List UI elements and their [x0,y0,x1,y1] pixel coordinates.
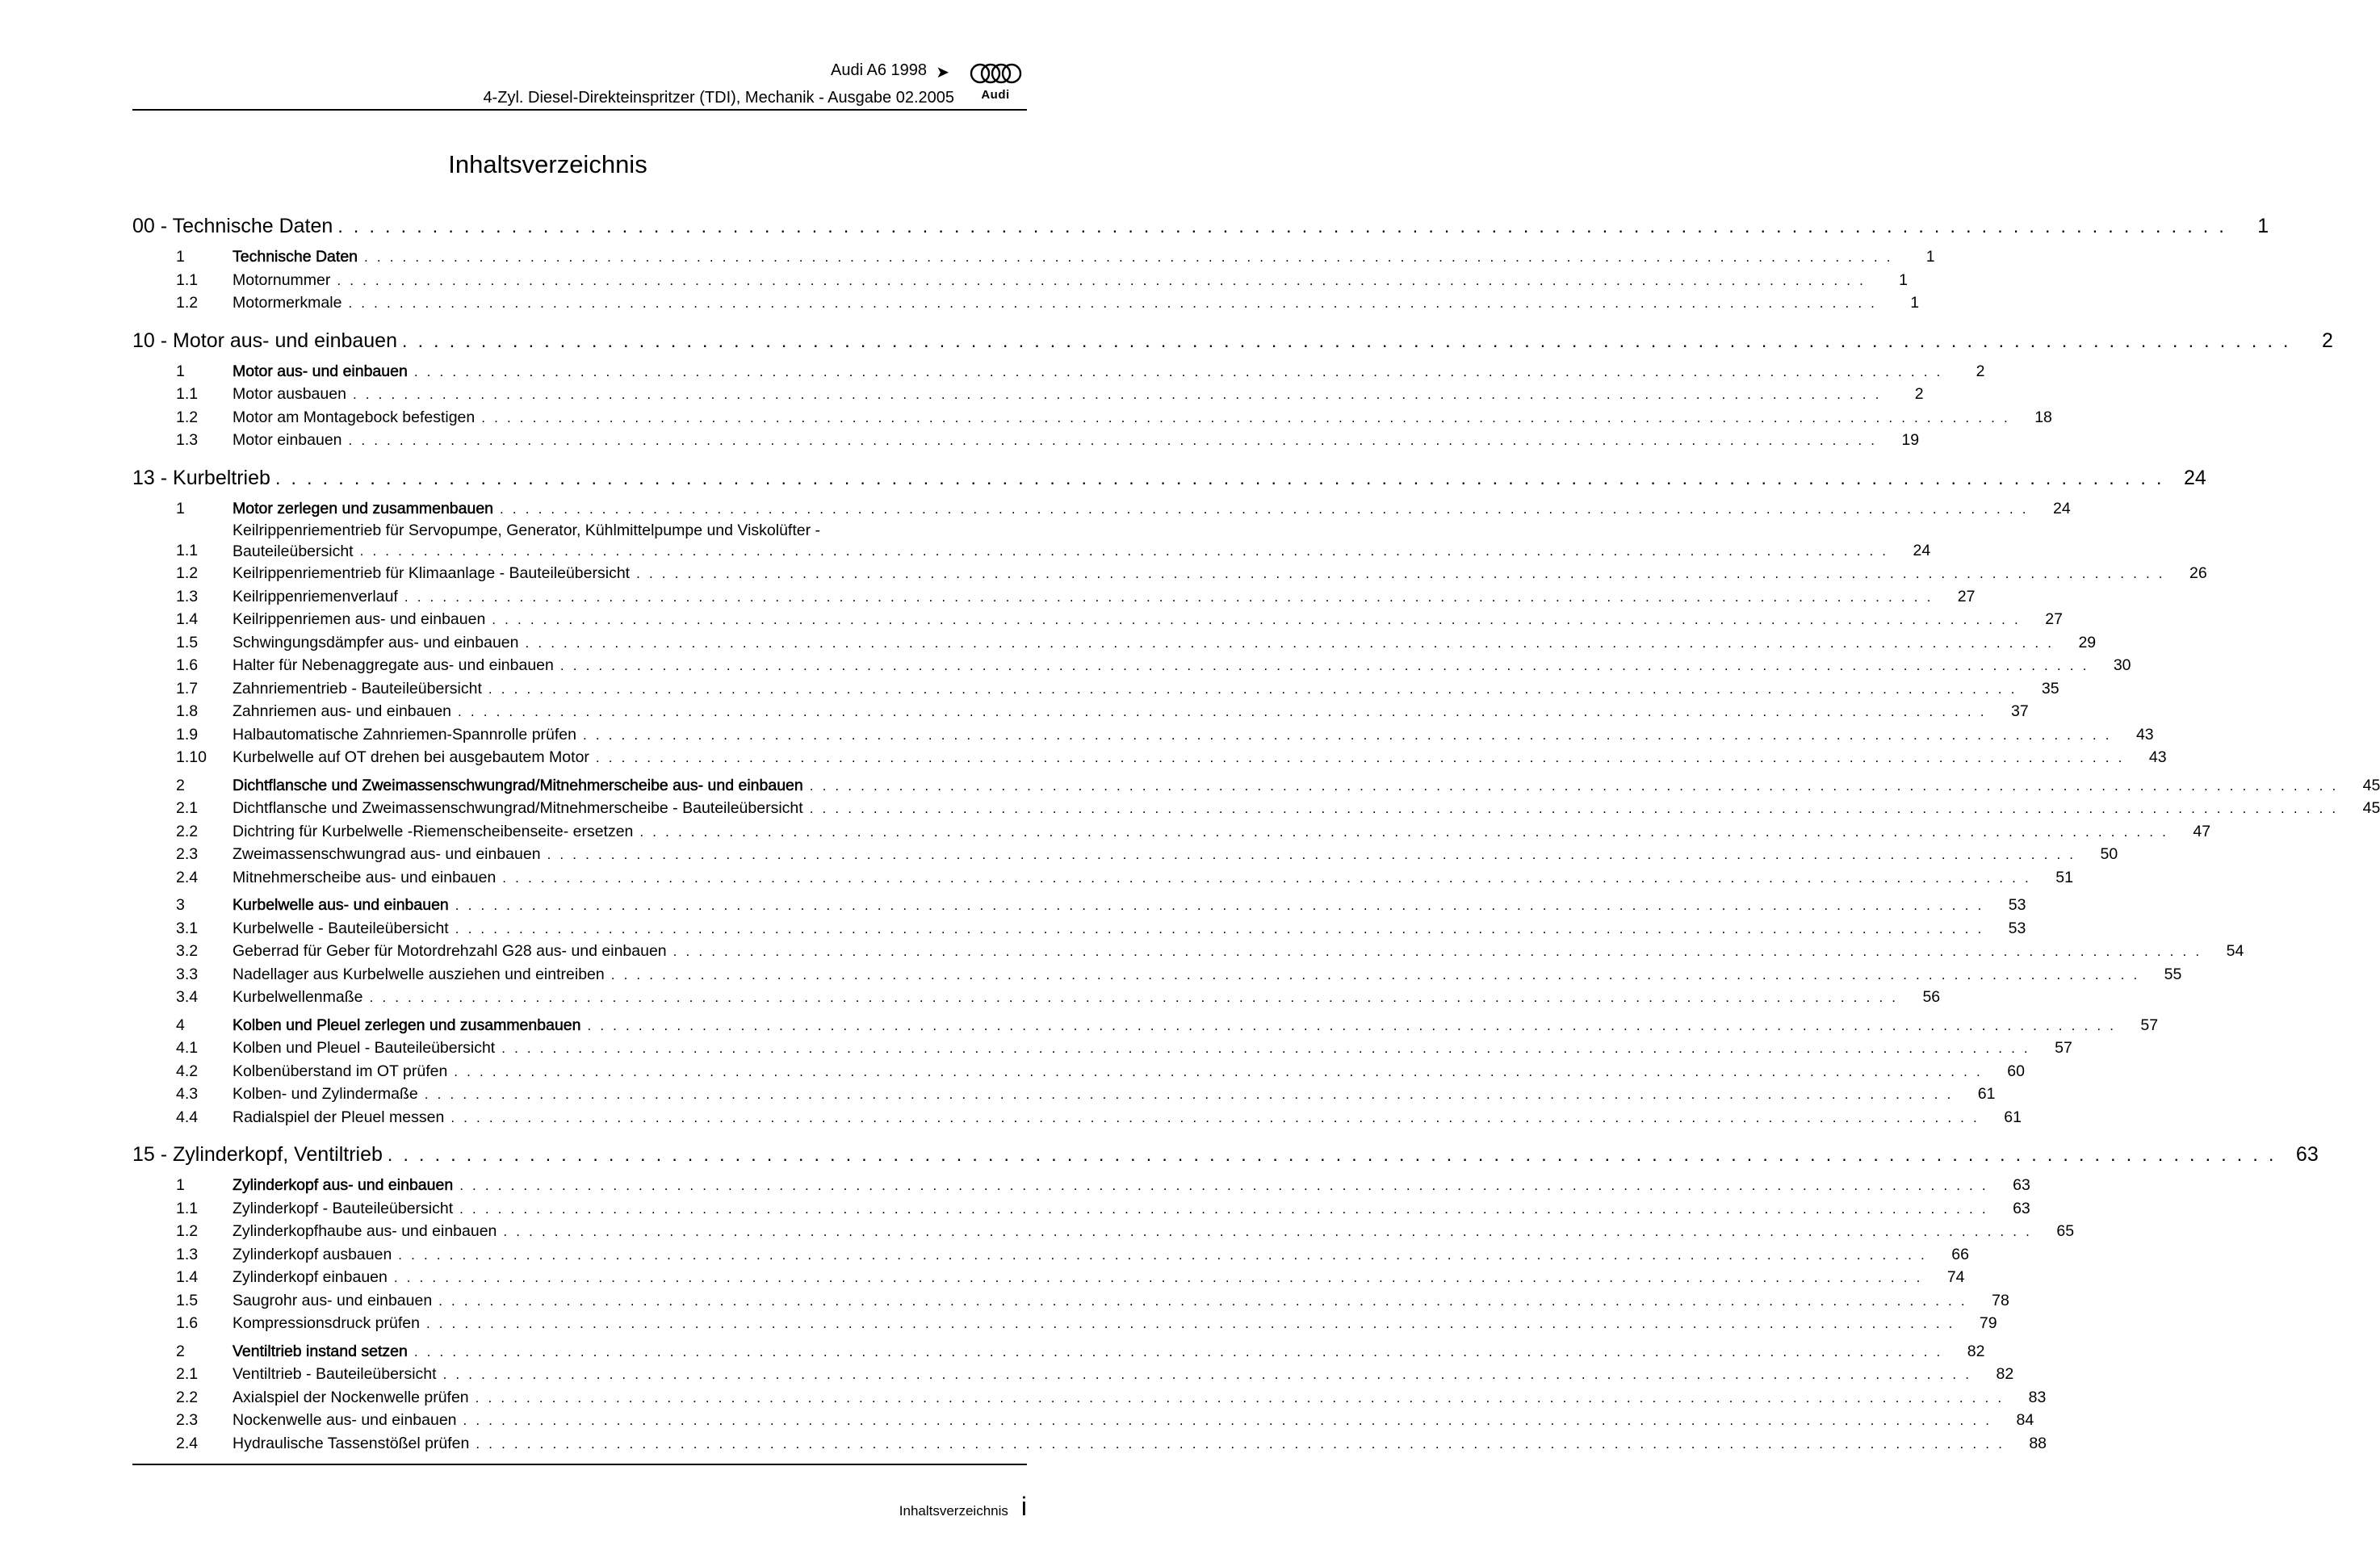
entry-page-number: 55 [2164,965,2182,983]
toc-entry[interactable] [132,797,2380,820]
dot-leader: . . . . . . . . . . . . . . . . . . . . . . . . . . . . . . . . . . . . . . . . . . . . . . . . . . . . . . . . . . . . . . . . . . . . . . . . . . . . . . . . . . . . . . . . . . . . . . . . . . . . . . . . . . . . . . . . . . . . . . . . [463,1413,1992,1428]
entry-page-number: 19 [1901,431,1920,449]
entry-title: Zweimassenschwungrad aus- und einbauen [233,845,541,863]
dot-leader: . . . . . . . . . . . . . . . . . . . . . . . . . . . . . . . . . . . . . . . . . . . . . . . . . . . . . . . . . . . . . . . . . . . . . . . . . . . . . . . . . . . . . . . . . . . . . . . . . . . . . . . . . . . . . . . . . . . . . . . . [481,409,2010,425]
header-model: Audi A6 1998 [831,61,927,79]
dot-leader: . . . . . . . . . . . . . . . . . . . . . . . . . . . . . . . . . . . . . . . . . . . . . . . . . . . . . . . . . . . . . . . . . . . . . . . . . . . . . . . . . . . . . . . . . . . . . . . . . . . . . . . . . . . . . . . . . . . . . . . . [348,433,1878,448]
dot-leader: . . . . . . . . . . . . . . . . . . . . . . . . . . . . . . . . . . . . . . . . . . . . . . . . . . . . . . . . . . . . . . . . . . . . . . . . . . . . . . . . . . . . . . . . . . . . . . . . . . . . . . . . . . . . . . . . . . . . . . . . [488,681,2018,697]
toc-section[interactable] [132,894,2026,917]
dot-leader: . . . . . . . . . . . . . . . . . . . . . . . . . . . . . . . . . . . . . . . . . . . . . . . . . . . . . . . . . . . . . . . . . . . . . . . . . . . . . . . . . . . . . . . . . . . . . . . . . . . . . . . . . . . . . . . . . . . . . . . . [587,1017,2117,1033]
toc-entry[interactable] [132,843,2118,866]
entry-page-number: 43 [2148,748,2167,766]
entry-number: 1.6 [176,656,199,674]
entry-page-number: 84 [2016,1411,2034,1429]
page-footer [899,1492,1027,1522]
toc-section[interactable] [132,497,2071,521]
entry-page-number: 57 [2055,1039,2072,1057]
entry-number: 4.3 [176,1085,199,1103]
toc-chapter[interactable] [132,1140,2319,1169]
footer-label: Inhaltsverzeichnis [899,1503,1008,1519]
entry-page-number: 63 [2013,1176,2030,1194]
entry-title: Kurbelwelle - Bauteileübersicht [233,919,449,937]
toc-entry[interactable] [132,654,2131,677]
toc-entry[interactable] [132,1363,2014,1386]
entry-page-number: 30 [2113,656,2131,674]
entry-page-number: 57 [2140,1016,2159,1034]
toc-section[interactable] [132,1014,2159,1037]
entry-number: 1.3 [176,1245,199,1263]
toc-entry[interactable] [132,1037,2072,1060]
entry-page-number: 43 [2135,725,2154,744]
entry-page-number: 29 [2078,633,2097,651]
dot-leader: . . . . . . . . . . . . . . . . . . . . . . . . . . . . . . . . . . . . . . . . . . . . . . . . . . . . . . . . . . . . . . . . . . . . . . . . . . . . . . . . . . . . . . . . . . . . . . . . . . . . . . . . . . . . . . . . . . . . . . . . [454,1063,1983,1079]
entry-number: 3.1 [176,919,199,937]
entry-page-number: 54 [2226,942,2244,960]
entry-number: 1.2 [176,294,199,312]
entry-page-number: 27 [1957,587,1976,605]
chapter-title: 13 - Kurbeltrieb [132,466,270,489]
entry-number: 2.4 [176,868,199,886]
entry-title: Motor aus- und einbauen [233,362,408,380]
entry-title: Nadellager aus Kurbelwelle ausziehen und eintreiben [233,965,605,983]
chapter-title: 10 - Motor aus- und einbauen [132,329,397,352]
page-title: Inhaltsverzeichnis [448,150,647,178]
entry-number: 3.2 [176,942,199,960]
footer-page-number: i [1020,1492,1027,1521]
toc-entry[interactable] [132,1060,2025,1083]
toc-entry[interactable] [132,1106,2022,1129]
dot-leader: . . . . . . . . . . . . . . . . . . . . . . . . . . . . . . . . . . . . . . . . . . . . . . . . . . . . . . . . . . . . . . . . . . . . . . . . . . . . . . . . . . . . . . . . . . . . . . . . . . . . . . . . . . . . . . . . . . . . . . . . [475,1389,2005,1405]
header-subtitle: 4-Zyl. Diesel-Direkteinspritzer (TDI), Mechanik - Ausgabe 02.2005 [483,89,954,107]
toc-entry[interactable] [132,917,2026,940]
entry-title: Zylinderkopfhaube aus- und einbauen [233,1222,497,1240]
dot-leader: . . . . . . . . . . . . . . . . . . . . . . . . . . . . . . . . . . . . . . . . . . . . . . . . . . . . . . . . . . . . . . . . . . . . . . . . . . . . . . . . . . . . . . . . . . . . . . . . . . . . . . . . . . . . . . . . . . . . . . . . [559,658,2089,673]
entry-page-number: 35 [2041,679,2059,698]
entry-title: Motor ausbauen [233,385,346,403]
entry-page-number: 50 [2100,845,2118,863]
toc-entry[interactable] [132,520,1931,562]
dot-leader: . . . . . . . . . . . . . . . . . . . . . . . . . . . . . . . . . . . . . . . . . . . . . . . . . . . . . . . . . . . . . . . . . . . . . . . . . . . . . . . . . . . . . . . . . . . . . . . . . . . . . . . . . . . . . . . . . . . . . . . . [595,750,2125,765]
entry-title: Ventiltrieb instand setzen [233,1342,408,1360]
entry-number: 1.2 [176,564,199,582]
entry-title: Mitnehmerscheibe aus- und einbauen [233,868,497,886]
toc-chapter[interactable] [132,212,2269,241]
entry-page-number: 78 [1992,1291,2009,1309]
entry-page-number: 1 [1925,248,1935,266]
entry-page-number: 79 [1979,1314,1997,1332]
dot-leader: . . . . . . . . . . . . . . . . . . . . . . . . . . . . . . . . . . . . . . . . . . . . . . . . . . . . . . . . . . . . . . . . . . . . . . . . . . . . . . . . . . . . . . . . . . . . . . . . . . . . . . . . . . . . . . . . . . . . . . . . [455,920,1984,936]
toc-section[interactable] [132,360,1985,383]
entry-page-number: 82 [1967,1342,1985,1360]
entry-title: Keilrippenriemen aus- und einbauen [233,610,486,628]
dot-leader: . . . . . . . . . . . . . . . . . . . . . . . . . . . . . . . . . . . . . . . . . . . . . . . . . . . . . . . . . . . . . . . . . . . . . . . . . . . . . . . . . . . . . . . . . . . . . . . . . . . . . . . . . . . . . . . . . . . . . . . . [413,1343,1943,1359]
chapter-title: 00 - Technische Daten [132,215,333,237]
entry-title: Zylinderkopf - Bauteileübersicht [233,1199,454,1217]
entry-page-number: 24 [1913,541,1931,559]
dot-leader: . . . . . . . . . . . . . . . . . . . . . . . . . . . . . . . . . . . . . . . . . . . . . . . . . . . . . . . . . . . . . . . . . . . . . . . . . . . . . . . . . . . . . . . . . . . . . . . . . . . . . . . . . . . . . . . . . . . . . . . . [450,1109,1980,1125]
toc-entry[interactable] [132,429,1920,452]
dot-leader: . . . . . . . . . . . . . . . . . . . . . . . . . . . . . . . . . . . . . . . . . . . . . . . . . . . . . . . . . . . . . . . . . . . . . . . . . . . . . . . . . . . . . . . . . . . . . . . . . . . . . . . . . . . . . . . . . . . . . . . . [348,295,1878,311]
toc-entry[interactable] [132,631,2097,655]
entry-title-block [233,520,1888,562]
entry-number: 1.10 [176,748,207,766]
dot-leader: . . . . . . . . . . . . . . . . . . . . . . . . . . . . . . . . . . . . . . . . . . . . . . . . . . . . . . . . . . . . . . . . . . . . . . . . . . . . . . . . . . . . . . . . . . . . . . . . . . . . . . . . . . . . . . . . . . . . . . . . [337,216,2227,237]
entry-page-number: 51 [2055,868,2073,886]
entry-page-number: 74 [1946,1268,1965,1286]
entry-page-number: 2 [1914,385,1924,403]
toc-entry[interactable] [132,986,1941,1009]
toc-entry[interactable] [132,866,2073,890]
dot-leader: . . . . . . . . . . . . . . . . . . . . . . . . . . . . . . . . . . . . . . . . . . . . . . . . . . . . . . . . . . . . . . . . . . . . . . . . . . . . . . . . . . . . . . . . . . . . . . . . . . . . . . . . . . . . . . . . . . . . . . . . [352,387,1882,402]
entry-page-number: 47 [2193,822,2211,840]
dot-leader: . . . . . . . . . . . . . . . . . . . . . . . . . . . . . . . . . . . . . . . . . . . . . . . . . . . . . . . . . . . . . . . . . . . . . . . . . . . . . . . . . . . . . . . . . . . . . . . . . . . . . . . . . . . . . . . . . . . . . . . . [458,704,1987,719]
entry-page-number: 24 [2052,499,2071,517]
entry-title: Dichtflansche und Zweimassenschwungrad/Mitnehmerscheibe aus- und einbauen [233,776,803,794]
toc-chapter[interactable] [132,463,2206,492]
dot-leader: . . . . . . . . . . . . . . . . . . . . . . . . . . . . . . . . . . . . . . . . . . . . . . . . . . . . . . . . . . . . . . . . . . . . . . . . . . . . . . . . . . . . . . . . . . . . . . . . . . . . . . . . . . . . . . . . . . . . . . . . [610,966,2140,982]
entry-page-number: 53 [2008,896,2026,914]
entry-title: Zahnriementrieb - Bauteileübersicht [233,679,482,698]
entry-title: Zylinderkopf einbauen [233,1268,388,1286]
toc-entry[interactable] [132,1083,1996,1106]
chapter-page-number: 63 [2295,1143,2319,1166]
entry-page-number: 82 [1996,1365,2014,1383]
entry-number: 2.1 [176,1365,199,1383]
dot-leader: . . . . . . . . . . . . . . . . . . . . . . . . . . . . . . . . . . . . . . . . . . . . . . . . . . . . . . . . . . . . . . . . . . . . . . . . . . . . . . . . . . . . . . . . . . . . . . . . . . . . . . . . . . . . . . . . . . . . . . . . [500,501,2029,517]
toc-section[interactable] [132,1174,2030,1197]
entry-number: 1 [176,362,185,380]
dot-leader: . . . . . . . . . . . . . . . . . . . . . . . . . . . . . . . . . . . . . . . . . . . . . . . . . . . . . . . . . . . . . . . . . . . . . . . . . . . . . . . . . . . . . . . . . . . . . . . . . . . . . . . . . . . . . . . . . . . . . . . . [809,801,2339,816]
entry-number: 1.9 [176,725,199,744]
entry-page-number: 2 [1976,362,1985,380]
entry-title: Keilrippenriementrieb für Klimaanlage - Bauteileübersicht [233,564,631,582]
entry-number: 4 [176,1016,185,1034]
entry-number: 2.4 [176,1434,199,1452]
dot-leader: . . . . . . . . . . . . . . . . . . . . . . . . . . . . . . . . . . . . . . . . . . . . . . . . . . . . . . . . . . . . . . . . . . . . . . . . . . . . . . . . . . . . . . . . . . . . . . . . . . . . . . . . . . . . . . . . . . . . . . . . [369,990,1899,1005]
entry-title: Technische Daten [233,248,358,266]
entry-number: 4.4 [176,1108,199,1126]
toc-entry[interactable] [132,820,2211,844]
dot-leader: . . . . . . . . . . . . . . . . . . . . . . . . . . . . . . . . . . . . . . . . . . . . . . . . . . . . . . . . . . . . . . . . . . . . . . . . . . . . . . . . . . . . . . . . . . . . . . . . . . . . . . . . . . . . . . . . . . . . . . . . [492,612,2021,627]
toc-entry[interactable] [132,940,2244,963]
entry-number: 2.3 [176,1411,199,1429]
entry-title: Motor zerlegen und zusammenbauen [233,499,494,517]
entry-number: 1.1 [176,385,199,403]
entry-title: Kurbelwellenmaße [233,988,363,1006]
toc-entry[interactable] [132,562,2207,585]
chapter-title: 15 - Zylinderkopf, Ventiltrieb [132,1143,383,1166]
entry-title: Kolbenüberstand im OT prüfen [233,1062,448,1080]
entry-number: 1.3 [176,587,199,605]
entry-title: Dichtflansche und Zweimassenschwungrad/Mitnehmerscheibe - Bauteileübersicht [233,799,803,817]
svg-text:Audi: Audi [981,88,1010,102]
toc-entry[interactable] [132,1409,2034,1432]
entry-number: 1.2 [176,408,199,426]
dot-leader: . . . . . . . . . . . . . . . . . . . . . . . . . . . . . . . . . . . . . . . . . . . . . . . . . . . . . . . . . . . . . . . . . . . . . . . . . . . . . . . . . . . . . . . . . . . . . . . . . . . . . . . . . . . . . . . . . . . . . . . . [337,272,1867,288]
toc-entry[interactable] [132,585,1976,609]
entry-page-number: 18 [2034,408,2052,426]
entry-number: 1.4 [176,1268,199,1286]
toc-entry[interactable] [132,723,2154,747]
entry-number: 1.6 [176,1314,199,1332]
entry-number: 2.3 [176,845,199,863]
entry-number: 4.2 [176,1062,199,1080]
dot-leader: . . . . . . . . . . . . . . . . . . . . . . . . . . . . . . . . . . . . . . . . . . . . . . . . . . . . . . . . . . . . . . . . . . . . . . . . . . . . . . . . . . . . . . . . . . . . . . . . . . . . . . . . . . . . . . . . . . . . . . . . [502,869,2031,886]
dot-leader: . . . . . . . . . . . . . . . . . . . . . . . . . . . . . . . . . . . . . . . . . . . . . . . . . . . . . . . . . . . . . . . . . . . . . . . . . . . . . . . . . . . . . . . . . . . . . . . . . . . . . . . . . . . . . . . . . . . . . . . . [501,1041,2030,1056]
entry-number: 3 [176,896,185,914]
entry-title: Kompressionsdruck prüfen [233,1314,420,1332]
entry-number: 1.8 [176,702,199,720]
entry-number: 2.2 [176,1388,199,1406]
header-divider [132,109,1027,111]
entry-title: Axialspiel der Nockenwelle prüfen [233,1388,469,1406]
entry-number: 1 [176,1176,185,1194]
entry-title: Keilrippenriemenverlauf [233,587,398,605]
dot-leader: . . . . . . . . . . . . . . . . . . . . . . . . . . . . . . . . . . . . . . . . . . . . . . . . . . . . . . . . . . . . . . . . . . . . . . . . . . . . . . . . . . . . . . . . . . . . . . . . . . . . . . . . . . . . . . . . . . . . . . . . [398,1246,1927,1263]
entry-title: Nockenwelle aus- und einbauen [233,1411,457,1429]
entry-page-number: 65 [2056,1222,2075,1240]
dot-leader: . . . . . . . . . . . . . . . . . . . . . . . . . . . . . . . . . . . . . . . . . . . . . . . . . . . . . . . . . . . . . . . . . . . . . . . . . . . . . . . . . . . . . . . . . . . . . . . . . . . . . . . . . . . . . . . . . . . . . . . . [402,329,2291,351]
entry-title: Kurbelwelle aus- und einbauen [233,896,449,914]
entry-number: 2.2 [176,822,199,840]
toc-section[interactable] [132,245,1935,269]
dot-leader: . . . . . . . . . . . . . . . . . . . . . . . . . . . . . . . . . . . . . . . . . . . . . . . . . . . . . . . . . . . . . . . . . . . . . . . . . . . . . . . . . . . . . . . . . . . . . . . . . . . . . . . . . . . . . . . . . . . . . . . . [413,363,1943,379]
toc-entry[interactable] [132,1289,2009,1313]
entry-title: Zylinderkopf aus- und einbauen [233,1176,454,1194]
entry-number: 1.5 [176,1291,199,1309]
toc-entry[interactable] [132,963,2182,987]
entry-title: Ventiltrieb - Bauteileübersicht [233,1365,437,1383]
entry-title-continued: Bauteileübersicht [233,542,354,560]
entry-number: 1.2 [176,1222,199,1240]
entry-page-number: 61 [2004,1108,2022,1126]
toc-entry[interactable] [132,383,1924,406]
entry-page-number: 60 [2007,1062,2025,1080]
entry-page-number: 37 [2010,702,2029,720]
dot-leader: . . . . . . . . . . . . . . . . . . . . . . . . . . . . . . . . . . . . . . . . . . . . . . . . . . . . . . . . . . . . . . . . . . . . . . . . . . . . . . . . . . . . . . . . . . . . . . . . . . . . . . . . . . . . . . . . . . . . . . . . [459,1178,1988,1193]
toc-entry[interactable] [132,269,1909,292]
chapter-page-number: 24 [2183,466,2206,489]
entry-title: Hydraulische Tassenstößel prüfen [233,1434,470,1452]
toc-entry[interactable] [132,1386,2047,1410]
entry-number: 1 [176,248,185,266]
entry-number: 1.4 [176,610,199,628]
dot-leader: . . . . . . . . . . . . . . . . . . . . . . . . . . . . . . . . . . . . . . . . . . . . . . . . . . . . . . . . . . . . . . . . . . . . . . . . . . . . . . . . . . . . . . . . . . . . . . . . . . . . . . . . . . . . . . . . . . . . . . . . [809,777,2339,794]
entry-page-number: 45 [2362,799,2380,817]
entry-title: Kolben und Pleuel zerlegen und zusammenbauen [233,1016,581,1034]
entry-page-number: 88 [2029,1434,2047,1452]
dot-leader: . . . . . . . . . . . . . . . . . . . . . . . . . . . . . . . . . . . . . . . . . . . . . . . . . . . . . . . . . . . . . . . . . . . . . . . . . . . . . . . . . . . . . . . . . . . . . . . . . . . . . . . . . . . . . . . . . . . . . . . . [525,635,2055,651]
dot-leader: . . . . . . . . . . . . . . . . . . . . . . . . . . . . . . . . . . . . . . . . . . . . . . . . . . . . . . . . . . . . . . . . . . . . . . . . . . . . . . . . . . . . . . . . . . . . . . . . . . . . . . . . . . . . . . . . . . . . . . . . [673,944,2202,959]
entry-title: Halter für Nebenaggregate aus- und einbauen [233,656,554,674]
entry-title: Halbautomatische Zahnriemen-Spannrolle prüfen [233,725,576,744]
dot-leader: . . . . . . . . . . . . . . . . . . . . . . . . . . . . . . . . . . . . . . . . . . . . . . . . . . . . . . . . . . . . . . . . . . . . . . . . . . . . . . . . . . . . . . . . . . . . . . . . . . . . . . . . . . . . . . . . . . . . . . . . [387,1144,2277,1165]
dot-leader: . . . . . . . . . . . . . . . . . . . . . . . . . . . . . . . . . . . . . . . . . . . . . . . . . . . . . . . . . . . . . . . . . . . . . . . . . . . . . . . . . . . . . . . . . . . . . . . . . . . . . . . . . . . . . . . . . . . . . . . . [639,823,2169,840]
entry-title: Motor einbauen [233,431,342,449]
toc-entry[interactable] [132,1220,2075,1243]
entry-number: 3.3 [176,965,199,983]
entry-page-number: 1 [1910,294,1920,312]
entry-page-number: 83 [2028,1388,2047,1406]
entry-title: Kurbelwelle auf OT drehen bei ausgebautem Motor [233,748,589,766]
toc-section[interactable] [132,774,2380,798]
dot-leader: . . . . . . . . . . . . . . . . . . . . . . . . . . . . . . . . . . . . . . . . . . . . . . . . . . . . . . . . . . . . . . . . . . . . . . . . . . . . . . . . . . . . . . . . . . . . . . . . . . . . . . . . . . . . . . . . . . . . . . . . [438,1292,1967,1309]
entry-title: Zylinderkopf ausbauen [233,1245,392,1263]
entry-number: 4.1 [176,1039,199,1057]
entry-page-number: 53 [2008,919,2026,937]
entry-title: Saugrohr aus- und einbauen [233,1291,433,1309]
dot-leader: . . . . . . . . . . . . . . . . . . . . . . . . . . . . . . . . . . . . . . . . . . . . . . . . . . . . . . . . . . . . . . . . . . . . . . . . . . . . . . . . . . . . . . . . . . . . . . . . . . . . . . . . . . . . . . . . . . . . . . . . [476,1435,2005,1452]
entry-page-number: 61 [1977,1085,1996,1103]
toc-entry[interactable] [132,608,2063,631]
dot-leader: . . . . . . . . . . . . . . . . . . . . . . . . . . . . . . . . . . . . . . . . . . . . . . . . . . . . . . . . . . . . . . . . . . . . . . . . . . . . . . . . . . . . . . . . . . . . . . . . . . . . . . . . . . . . . . . . . . . . . . . . [459,1200,1988,1217]
entry-title: Kolben und Pleuel - Bauteileübersicht [233,1039,496,1057]
entry-number: 1 [176,499,185,517]
chapter-page-number: 1 [2257,215,2269,237]
dot-leader: . . . . . . . . . . . . . . . . . . . . . . . . . . . . . . . . . . . . . . . . . . . . . . . . . . . . . . . . . . . . . . . . . . . . . . . . . . . . . . . . . . . . . . . . . . . . . . . . . . . . . . . . . . . . . . . . . . . . . . . . [274,467,2164,488]
dot-leader: . . . . . . . . . . . . . . . . . . . . . . . . . . . . . . . . . . . . . . . . . . . . . . . . . . . . . . . . . . . . . . . . . . . . . . . . . . . . . . . . . . . . . . . . . . . . . . . . . . . . . . . . . . . . . . . . . . . . . . . . [364,249,1893,265]
entry-page-number: 1 [1899,270,1909,289]
entry-title: Motormerkmale [233,294,342,312]
toc-section[interactable] [132,1340,1985,1364]
entry-number: 1.5 [176,633,199,651]
entry-number: 1.1 [176,1199,199,1217]
dot-leader: . . . . . . . . . . . . . . . . . . . . . . . . . . . . . . . . . . . . . . . . . . . . . . . . . . . . . . . . . . . . . . . . . . . . . . . . . . . . . . . . . . . . . . . . . . . . . . . . . . . . . . . . . . . . . . . . . . . . . . . . [547,847,2076,862]
entry-title: Schwingungsdämpfer aus- und einbauen [233,633,519,651]
toc-entry[interactable] [132,1243,1969,1267]
toc-entry[interactable] [132,291,1920,315]
entry-title: Dichtring für Kurbelwelle -Riemenscheibenseite- ersetzen [233,822,634,840]
entry-number: 3.4 [176,988,199,1006]
chapter-page-number: 2 [2321,329,2333,352]
dot-leader: . . . . . . . . . . . . . . . . . . . . . . . . . . . . . . . . . . . . . . . . . . . . . . . . . . . . . . . . . . . . . . . . . . . . . . . . . . . . . . . . . . . . . . . . . . . . . . . . . . . . . . . . . . . . . . . . . . . . . . . . [404,589,1934,605]
entry-page-number: 56 [1922,988,1941,1006]
toc-entry[interactable] [132,1312,1997,1335]
entry-number: 1.1 [176,270,199,289]
table-of-contents [132,212,2380,1455]
toc-entry[interactable] [132,1197,2030,1221]
toc-entry[interactable] [132,700,2029,723]
toc-entry[interactable] [132,406,2052,429]
toc-entry[interactable] [132,1432,2047,1456]
entry-number: 1.3 [176,431,199,449]
entry-number: 1.1 [176,541,199,559]
dot-leader: . . . . . . . . . . . . . . . . . . . . . . . . . . . . . . . . . . . . . . . . . . . . . . . . . . . . . . . . . . . . . . . . . . . . . . . . . . . . . . . . . . . . . . . . . . . . . . . . . . . . . . . . . . . . . . . . . . . . . . . . [636,566,2165,581]
toc-entry[interactable] [132,1266,1965,1289]
toc-entry[interactable] [132,746,2167,769]
entry-page-number: 27 [2045,610,2063,628]
entry-page-number: 66 [1951,1245,1969,1263]
entry-number: 2 [176,776,185,794]
entry-title: Motornummer [233,270,331,289]
toc-chapter[interactable] [132,326,2333,355]
dot-leader: . . . . . . . . . . . . . . . . . . . . . . . . . . . . . . . . . . . . . . . . . . . . . . . . . . . . . . . . . . . . . . . . . . . . . . . . . . . . . . . . . . . . . . . . . . . . . . . . . . . . . . . . . . . . . . . . . . . . . . . . [359,543,1889,559]
entry-title: Zahnriemen aus- und einbauen [233,702,452,720]
entry-title: Kolben- und Zylindermaße [233,1085,418,1103]
dot-leader: . . . . . . . . . . . . . . . . . . . . . . . . . . . . . . . . . . . . . . . . . . . . . . . . . . . . . . . . . . . . . . . . . . . . . . . . . . . . . . . . . . . . . . . . . . . . . . . . . . . . . . . . . . . . . . . . . . . . . . . . [424,1087,1954,1102]
dot-leader: . . . . . . . . . . . . . . . . . . . . . . . . . . . . . . . . . . . . . . . . . . . . . . . . . . . . . . . . . . . . . . . . . . . . . . . . . . . . . . . . . . . . . . . . . . . . . . . . . . . . . . . . . . . . . . . . . . . . . . . . [393,1270,1923,1285]
dot-leader: . . . . . . . . . . . . . . . . . . . . . . . . . . . . . . . . . . . . . . . . . . . . . . . . . . . . . . . . . . . . . . . . . . . . . . . . . . . . . . . . . . . . . . . . . . . . . . . . . . . . . . . . . . . . . . . . . . . . . . . . [503,1224,2033,1239]
audi-logo [969,60,1022,102]
arrow-icon: ➤ [936,64,949,82]
entry-page-number: 63 [2013,1199,2030,1217]
entry-page-number: 26 [2189,564,2207,582]
entry-title-continued-line [233,541,1888,562]
entry-title: Geberrad für Geber für Motordrehzahl G28 aus- und einbauen [233,942,667,960]
toc-entry[interactable] [132,677,2059,701]
dot-leader: . . . . . . . . . . . . . . . . . . . . . . . . . . . . . . . . . . . . . . . . . . . . . . . . . . . . . . . . . . . . . . . . . . . . . . . . . . . . . . . . . . . . . . . . . . . . . . . . . . . . . . . . . . . . . . . . . . . . . . . . [455,898,1984,913]
entry-page-number: 45 [2362,776,2380,794]
entry-number: 2.1 [176,799,199,817]
entry-number: 1.7 [176,679,199,698]
entry-title: Motor am Montagebock befestigen [233,408,476,426]
entry-title: Keilrippenriementrieb für Servopumpe, Generator, Kühlmittelpumpe und Viskolüfter - [233,522,821,539]
entry-title: Radialspiel der Pleuel messen [233,1108,445,1126]
dot-leader: . . . . . . . . . . . . . . . . . . . . . . . . . . . . . . . . . . . . . . . . . . . . . . . . . . . . . . . . . . . . . . . . . . . . . . . . . . . . . . . . . . . . . . . . . . . . . . . . . . . . . . . . . . . . . . . . . . . . . . . . [442,1367,1972,1382]
footer-divider [132,1464,1027,1465]
dot-leader: . . . . . . . . . . . . . . . . . . . . . . . . . . . . . . . . . . . . . . . . . . . . . . . . . . . . . . . . . . . . . . . . . . . . . . . . . . . . . . . . . . . . . . . . . . . . . . . . . . . . . . . . . . . . . . . . . . . . . . . . [583,727,2112,743]
entry-number: 2 [176,1342,185,1360]
dot-leader: . . . . . . . . . . . . . . . . . . . . . . . . . . . . . . . . . . . . . . . . . . . . . . . . . . . . . . . . . . . . . . . . . . . . . . . . . . . . . . . . . . . . . . . . . . . . . . . . . . . . . . . . . . . . . . . . . . . . . . . . [425,1316,1955,1331]
